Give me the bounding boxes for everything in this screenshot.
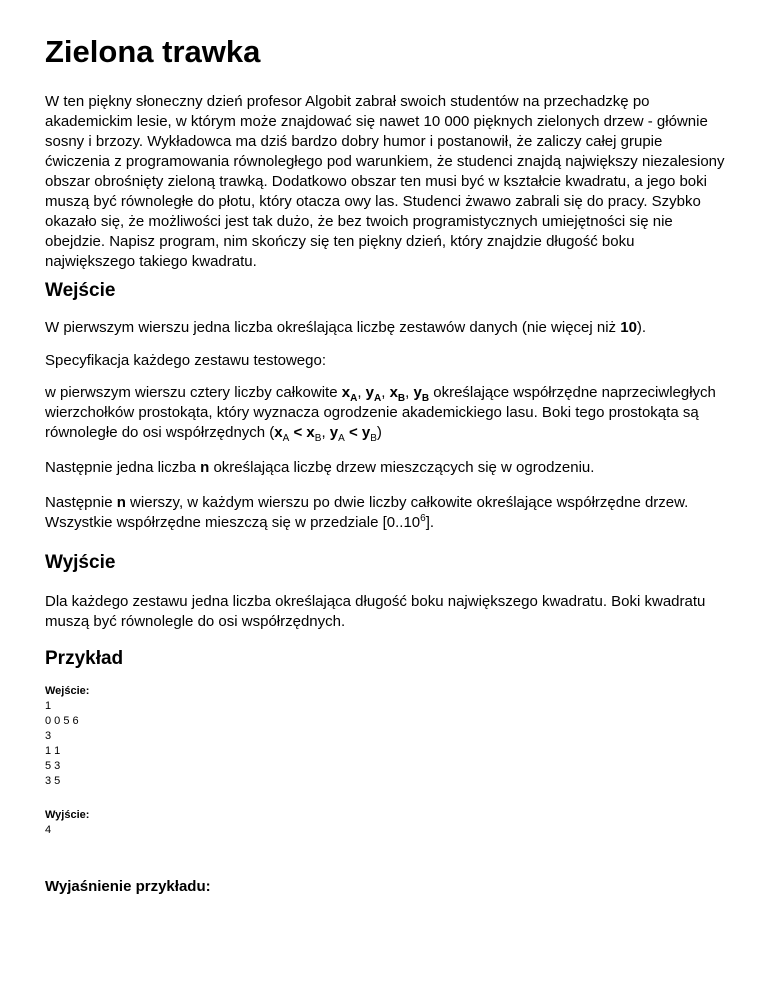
input-heading: Wejście [45, 280, 116, 301]
output-paragraph: Dla każdego zestawu jedna liczba określająca długość boku największego kwadratu. Boki kwadratu muszą być równolegle do osi współrzędnych. [45, 593, 706, 630]
input-paragraph-2: Specyfikacja każdego zestawu testowego: [45, 352, 326, 369]
example-input [45, 684, 89, 789]
input-paragraph-5: Następnie n wierszy, w każdym wierszu po dwie liczby całkowite określające współrzędne drzew. Wszystkie współrzędne mieszczą się w przedziale [0..10$^6$]. [45, 494, 689, 531]
output-heading: Wyjście [45, 552, 116, 573]
example-input-line: 5 3 [45, 760, 61, 772]
input-paragraph-1: W pierwszym wierszu jedna liczba określająca liczbę zestawów danych (nie więcej niż 10). [45, 319, 647, 336]
input-paragraph-3: w pierwszym wierszu cztery liczby całkowite $x_A$, $y_A$, $x_B$, $y_B$ określające współrzędne naprzeciwległych wierzchołków prostokąta, który wyznacza ogrodzenie akademickiego lasu. Boki tego prostokąta są równoległe do osi współrzędnych ($x_A < x_B$, $y_A < y_B$) [45, 384, 716, 444]
example-output [45, 808, 89, 838]
example-output-line: 4 [45, 824, 52, 836]
input-paragraph-4: Następnie jedna liczba n określająca liczbę drzew mieszczących się w ogrodzeniu. [45, 459, 595, 476]
example-input-line: 3 5 [45, 775, 61, 787]
example-heading: Przykład [45, 648, 124, 669]
example-input-line: 1 1 [45, 745, 61, 757]
example-input-line: 3 [45, 730, 52, 742]
example-input-label: Wejście: [45, 685, 90, 697]
example-output-label: Wyjście: [45, 809, 90, 821]
intro-paragraph: W ten piękny słoneczny dzień profesor Algobit zabrał swoich studentów na przechadzkę po akademickim lesie, w którym może znajdować się nawet 10 000 pięknych zielonych drzew - głównie sosny i brzozy. Wykładowca ma dziś bardzo dobry humor i postanowił, że zaliczy całej grupie ćwiczenia z programowania równoległego pod warunkiem, że studenci znajdą największy niezalesiony obszar obrośnięty zieloną trawką. Dodatkowo obszar ten musi być w kształcie kwadratu, a jego boki muszą być równoległe do płotu, który otacza owy las. Studenci żwawo zabrali się do pracy. Szybko okazało się, że możliwości jest tak dużo, że bez twoich programistycznych umiejętności się nie obejdzie. Napisz program, nim skończy się ten piękny dzień, który znajdzie długość boku największego takiego kwadratu. [45, 93, 725, 270]
example-explanation-label: Wyjaśnienie przykładu: [45, 878, 211, 895]
example-input-line: 1 [45, 700, 52, 712]
example-input-line: 0 0 5 6 [45, 715, 79, 727]
page-title: Zielona trawka [45, 34, 261, 69]
